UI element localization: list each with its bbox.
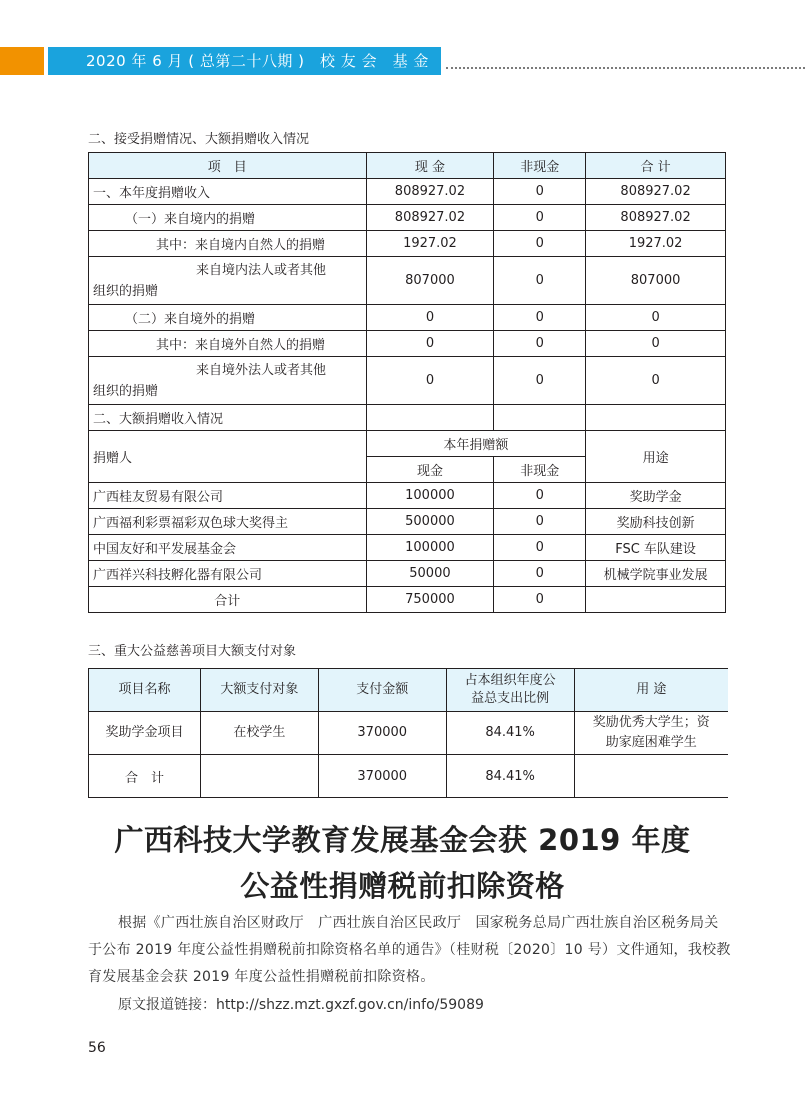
amount-cell: 370000 [318,712,446,755]
source-link[interactable]: 原文报道链接：http://shzz.mzt.gxzf.gov.cn/info/59089 [118,997,484,1013]
header-cell: 非现金 [494,153,586,179]
total-cell: 807000 [586,257,726,305]
item-cell: 二、大额捐赠收入情况 [89,405,367,431]
noncash-header: 非现金 [494,457,586,483]
noncash-cell: 0 [494,257,586,305]
item-line: 来自境内法人或者其他 [196,262,327,278]
purpose-cell: 机械学院事业发展 [586,561,726,587]
payment-table [88,668,728,798]
running-header: 2020 年 6 月 ( 总第二十八期 ) 校 友 会 基 金 会 [48,47,441,75]
noncash-cell: 0 [494,331,586,357]
cash-cell: 1927.02 [366,231,494,257]
cash-cell: 50000 [366,561,494,587]
purpose-cell [574,755,728,798]
table-row [89,431,726,457]
cash-cell: 100000 [366,535,494,561]
cash-header: 现金 [366,457,494,483]
purpose-cell [574,712,728,755]
total-cell: 0 [586,331,726,357]
header-cell: 用 途 [574,669,728,712]
purpose-cell [586,587,726,613]
noncash-cell: 0 [494,205,586,231]
table-row [89,405,726,431]
header-accent-block [0,47,44,75]
total-label-cell: 合 计 [89,755,201,798]
amount-header: 本年捐赠额 [366,431,586,457]
table-row [89,331,726,357]
table-row [89,535,726,561]
item-line: 组织的捐赠 [93,383,159,399]
ratio-cell: 84.41% [446,712,574,755]
header-cell: 合 计 [586,153,726,179]
noncash-cell: 0 [494,305,586,331]
purpose-header: 用途 [586,431,726,483]
noncash-cell: 0 [494,231,586,257]
purpose-line: 助家庭困难学生 [605,735,697,750]
total-cell: 808927.02 [586,205,726,231]
article-paragraph: 根据《广西壮族自治区财政厅 广西壮族自治区民政厅 国家税务总局广西壮族自治区税务局关于公布 2019 年度公益性捐赠税前扣除资格名单的通告》（桂财税〔2020〕10 号）文件通知，我校教育发展基金会获 2019 年度公益性捐赠税前扣除资格。 [88,915,731,985]
table-row [89,305,726,331]
header-cell: 现 金 [366,153,494,179]
purpose-cell: 奖励科技创新 [586,509,726,535]
recipient-cell [200,755,318,798]
cash-cell: 500000 [366,509,494,535]
article-title-line2: 公益性捐赠税前扣除资格 [240,869,565,903]
table-header-row [89,153,726,179]
noncash-cell: 0 [494,179,586,205]
donation-table [88,152,726,613]
donor-cell: 广西桂友贸易有限公司 [89,483,367,509]
table-row [89,231,726,257]
cash-cell: 0 [366,331,494,357]
header-dotted-rule [446,67,805,69]
project-cell: 奖助学金项目 [89,712,201,755]
noncash-cell: 0 [494,483,586,509]
header-cell: 支付金额 [318,669,446,712]
cash-cell: 808927.02 [366,179,494,205]
total-cell: 0 [586,357,726,405]
purpose-cell: 奖助学金 [586,483,726,509]
table-row [89,357,726,405]
total-cell: 808927.02 [586,179,726,205]
noncash-cell: 0 [494,561,586,587]
item-cell: 其中：来自境内自然人的捐赠 [89,231,367,257]
donor-cell: 广西祥兴科技孵化器有限公司 [89,561,367,587]
donor-header: 捐赠人 [89,431,367,483]
total-label-cell: 合计 [89,587,367,613]
table-row [89,587,726,613]
amount-cell: 370000 [318,755,446,798]
item-cell: （一）来自境内的捐赠 [89,205,367,231]
noncash-cell: 0 [494,509,586,535]
donor-cell: 广西福利彩票福彩双色球大奖得主 [89,509,367,535]
table-row [89,509,726,535]
purpose-cell: FSC 车队建设 [586,535,726,561]
table-header-row [89,669,729,712]
header-cell [446,669,574,712]
cash-cell: 100000 [366,483,494,509]
header-line: 益总支出比例 [471,691,550,706]
item-cell [89,357,367,405]
ratio-cell: 84.41% [446,755,574,798]
total-cell: 1927.02 [586,231,726,257]
purpose-line: 奖励优秀大学生；资 [592,715,710,730]
table-row [89,179,726,205]
item-cell: 一、本年度捐赠收入 [89,179,367,205]
section2-title: 二、接受捐赠情况、大额捐赠收入情况 [88,132,310,147]
header-cell: 项 目 [89,153,367,179]
page-number: 56 [88,1040,106,1056]
table-row [89,712,729,755]
header-cell: 大额支付对象 [200,669,318,712]
table-row [89,257,726,305]
cash-cell: 807000 [366,257,494,305]
noncash-cell: 0 [494,587,586,613]
article-title-line1: 广西科技大学教育发展基金会获 2019 年度 [114,823,691,857]
recipient-cell: 在校学生 [200,712,318,755]
noncash-cell: 0 [494,535,586,561]
item-cell: 其中：来自境外自然人的捐赠 [89,331,367,357]
empty-cell [586,405,726,431]
item-line: 来自境外法人或者其他 [196,362,327,378]
cash-cell: 750000 [366,587,494,613]
donor-cell: 中国友好和平发展基金会 [89,535,367,561]
table-row [89,561,726,587]
empty-cell [494,405,586,431]
item-line: 组织的捐赠 [93,283,159,299]
section3-title: 三、重大公益慈善项目大额支付对象 [88,644,297,659]
cash-cell: 0 [366,357,494,405]
table-row [89,483,726,509]
item-cell: （二）来自境外的捐赠 [89,305,367,331]
table-row [89,205,726,231]
noncash-cell: 0 [494,357,586,405]
header-line: 占本组织年度公 [464,673,556,688]
cash-cell: 808927.02 [366,205,494,231]
empty-cell [366,405,494,431]
table-row [89,755,729,798]
total-cell: 0 [586,305,726,331]
cash-cell: 0 [366,305,494,331]
item-cell [89,257,367,305]
header-cell: 项目名称 [89,669,201,712]
